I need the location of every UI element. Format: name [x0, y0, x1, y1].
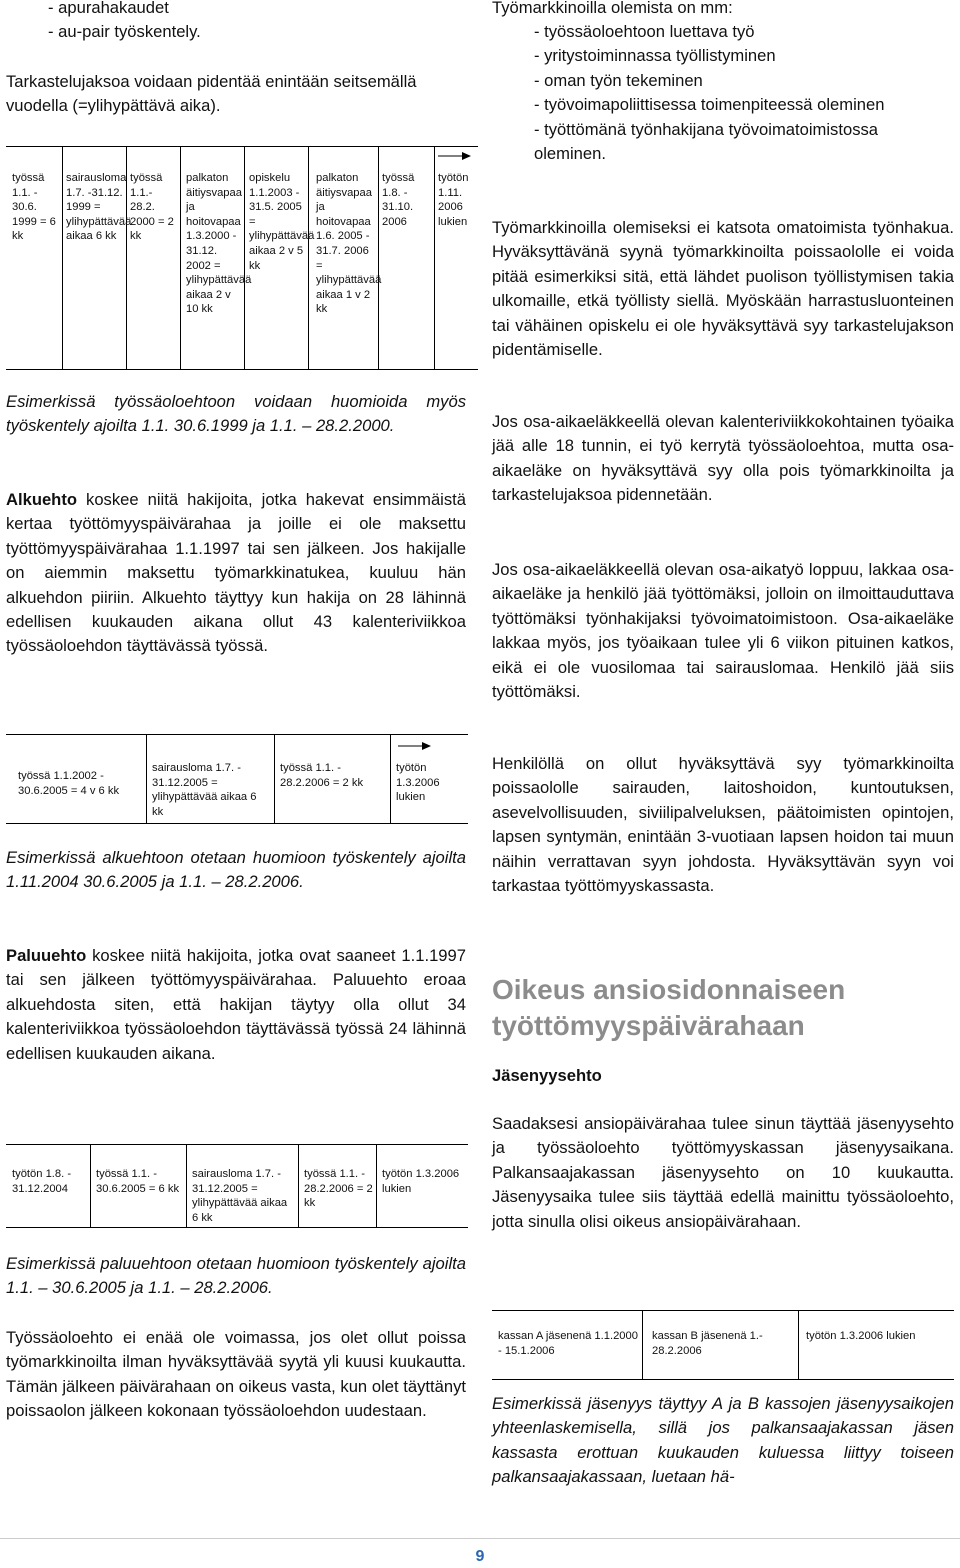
list-item: - au-pair työskentely.	[48, 22, 201, 42]
right-intro: Työmarkkinoilla olemista on mm:	[492, 0, 733, 17]
timeline-cell: sairausloma 1.7. -31.12. 1999 = ylihypättävää aikaa 6 kk	[66, 172, 132, 243]
timeline-3	[6, 1144, 468, 1228]
timeline-cell: työtön 1.11. 2006 lukien	[438, 172, 469, 228]
example-2: Esimerkissä alkuehtoon otetaan huomioon työskentely ajoilta 1.11.2004 30.6.2005 ja 1.1. – 28.2.2006.	[6, 848, 466, 892]
timeline-1	[6, 146, 478, 370]
term: Alkuehto	[6, 490, 77, 509]
timeline-4	[492, 1310, 954, 1380]
timeline-cell: työssä 1.1. - 28.2.2006 = 2 kk	[280, 762, 364, 789]
example-3: Esimerkissä paluuehtoon otetaan huomioon työskentely ajoilta 1.1. – 30.6.2005 ja 1.1. – 28.2.2006.	[6, 1254, 466, 1298]
example-1: Esimerkissä työssäoloehtoon voidaan huomioida myös työskentely ajoilta 1.1. 30.6.1999 ja 1.1. – 28.2.2000.	[6, 392, 466, 436]
page-number: 9	[475, 1548, 485, 1565]
timeline-cell: kassan B jäsenenä 1.- 28.2.2006	[652, 1330, 763, 1357]
timeline-cell: työssä 1.1. - 30.6. 1999 = 6 kk	[12, 172, 56, 243]
timeline-cell: työssä 1.1.- 28.2. 2000 = 2 kk	[130, 172, 174, 243]
timeline-cell: kassan A jäsenenä 1.1.2000 - 15.1.2006	[498, 1330, 638, 1357]
timeline-cell: sairausloma 1.7. - 31.12.2005 = ylihypättävää aikaa 6 kk	[192, 1168, 288, 1224]
right-paragraph-2: Jos osa-aikaeläkkeellä olevan kalenteriviikkokohtainen työaika jää alle 18 tunnin, ei työ kerrytä työssäoloehtoa, mutta osa-aikaeläke on hyväksyttävä syy olla pois työmarkkinoilta ja tarkastelujaksoa pidennetään.	[492, 412, 954, 505]
term: Paluuehto	[6, 946, 87, 965]
timeline-cell: työssä 1.1.2002 - 30.6.2005 = 4 v 6 kk	[18, 770, 120, 797]
timeline-cell: työtön 1.3.2006 lukien	[806, 1330, 916, 1342]
right-paragraph-1: Työmarkkinoilla olemiseksi ei katsota omatoimista työnhakua. Hyväksyttävänä syynä työmarkkinoilta poissaololle ei voida pitää esimerkiksi sitä, että lähdet puolison työllistymisen takia ulkomaille, etkä työllisty siellä. Myöskään harrastusluonteinen tai vähäinen opiskelu ei ole hyväksyttävä syy tarkastelujakson pidentämiselle.	[492, 218, 954, 360]
timeline-cell: työtön 1.8. - 31.12.2004	[12, 1168, 72, 1195]
subheading: Jäsenyysehto	[492, 1066, 602, 1085]
timeline-2	[6, 734, 468, 824]
paragraph-text: koskee niitä hakijoita, jotka ovat saaneet 1.1.1997 tai sen jälkeen työttömyyspäivärahaa. Paluuehto eroaa alkuehdosta siten, että hakijan täytyy olla ollut 34 kalenteriviikkoa työssäoloehdon täyttävässä työssä 24 lähinnä edellisen kuukauden aikana.	[6, 946, 466, 1063]
arrow-right-icon	[398, 741, 432, 751]
alkuehto-paragraph	[6, 488, 466, 659]
section-heading: Oikeus ansiosidonnaiseen työttömyyspäivärahaan	[492, 974, 846, 1041]
timeline-cell: työssä 1.8. - 31.10. 2006	[382, 172, 415, 228]
paluuehto-paragraph	[6, 944, 466, 1066]
timeline-cell: sairausloma 1.7. - 31.12.2005 = ylihypättävää aikaa 6 kk	[152, 762, 257, 818]
arrow-right-icon	[438, 151, 472, 161]
top-list	[48, 0, 466, 45]
right-paragraph-4: Henkilöllä on ollut hyväksyttävä syy työmarkkinoilta poissaololle sairauden, laitoshoidon, kuntoutuksen, asevelvollisuuden, siviilipalveluksen, päätoimisten opintojen, lapsen syntymän, enintään 3-vuotiaan lapsen hoidon tai muun näihin verrattavan syyn johdosta. Hyväksyttävän syyn voi tarkastaa työttömyyskassasta.	[492, 754, 954, 896]
list-item: - apurahakaudet	[48, 0, 169, 17]
final-paragraph: Työssäoloehto ei enää ole voimassa, jos olet ollut poissa työmarkkinoilta ilman hyväksyttävää syytä yli kuusi kuukautta. Tämän jälkeen päivärahaan on oikeus vasta, kun olet täyttänyt poissaolon jälkeen kokonaan työssäoloehdon uudestaan.	[6, 1328, 466, 1421]
timeline-cell: työtön 1.3.2006 lukien	[396, 762, 440, 804]
footer-divider	[0, 1538, 960, 1539]
list-item: - työvoimapoliittisessa toimenpiteessä oleminen	[534, 95, 885, 115]
timeline-cell: opiskelu 1.1.2003 - 31.5. 2005 = ylihypättävää aikaa 2 v 5 kk	[249, 172, 315, 272]
timeline-cell: palkaton äitiysvapaa ja hoitovapaa 1.3.2000 - 31.12. 2002 = ylihypättävää aikaa 2 v 10 kk	[186, 172, 252, 316]
timeline-cell: työssä 1.1. - 28.2.2006 = 2 kk	[304, 1168, 373, 1210]
example-4: Esimerkissä jäsenyys täyttyy A ja B kassojen jäsenyysaikojen yhteenlaskemisella, sillä jos palkansaajakassan jäsen kassasta erottuan kuukauden kuluessa liittyy toiseen palkansaajakassaan, luetaan hä-	[492, 1394, 954, 1487]
list-item: - työttömänä työnhakijana työvoimatoimistossa oleminen.	[534, 119, 879, 164]
right-paragraph-5: Saadaksesi ansiopäivärahaa tulee sinun täyttää jäsenyysehto ja työssäoloehto työttömyyskassan jäsenyysaikana. Palkansaajakassan jäsenyysehto on 10 kuukautta. Jäsenyysaika tulee siis täyttää edellä mainittu työssäoloehto, jotta sinulla olisi oikeus ansiopäivärahaan.	[492, 1114, 954, 1231]
timeline-cell: työssä 1.1. - 30.6.2005 = 6 kk	[96, 1168, 180, 1195]
timeline-cell: palkaton äitiysvapaa ja hoitovapaa 1.6. 2005 - 31.7. 2006 = ylihypättävää aikaa 1 v 2 kk	[316, 172, 382, 316]
markets-list	[534, 20, 954, 166]
paragraph-text: koskee niitä hakijoita, jotka hakevat ensimmäistä kertaa työttömyyspäivärahaa ja joille ei ole maksettu työttömyyspäivärahaa 1.1.1997 tai sen jälkeen. Jos hakijalle on aiemmin maksettu työmarkkinatukea, kuuluu hän alkuehdon piiriin. Alkuehto täyttyy kun hakija on 28 lähinnä edellisen kuukauden aikana ollut 43 kalenteriviikkoa työssäoloehdon täyttävässä työssä.	[6, 490, 466, 656]
timeline-cell: työtön 1.3.2006 lukien	[382, 1168, 460, 1195]
list-item: - työssäoloehtoon luettava työ	[534, 22, 755, 41]
right-paragraph-3: Jos osa-aikaeläkkeellä olevan osa-aikatyö loppuu, lakkaa osa-aikaeläke ja henkilö jää työttömäksi, jolloin on ilmoittauduttava työttömäksi työnhakijaksi työvoimatoimistoon. Osa-aikaeläke lakkaa myös, jos työaikaan tulee yli 6 viikon pituinen katkos, eikä ei ole vuosilomaa tai sairauslomaa. Henkilö jää siis työttömäksi.	[492, 560, 954, 702]
list-item: - oman työn tekeminen	[534, 70, 703, 90]
list-item: - yritystoiminnassa työllistyminen	[534, 46, 776, 66]
intro-paragraph: Tarkastelujaksoa voidaan pidentää enintään seitsemällä vuodella (=ylihypättävä aika).	[6, 72, 417, 116]
